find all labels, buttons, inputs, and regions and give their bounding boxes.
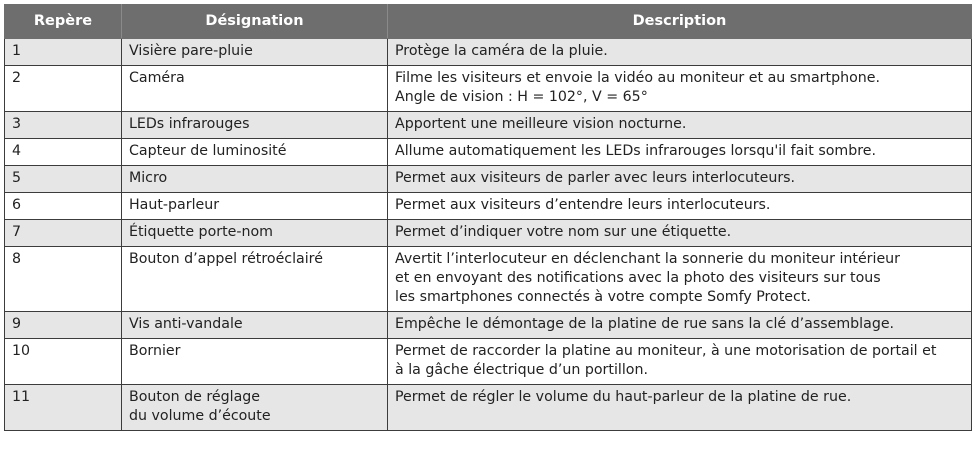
- designation-line: Bornier: [129, 343, 181, 359]
- description-line: Allume automatiquement les LEDs infrarouges lorsqu'il fait sombre.: [395, 143, 876, 159]
- designation-line: Étiquette porte-nom: [129, 224, 273, 240]
- table-row: [5, 220, 972, 247]
- cell-repere: 3: [5, 112, 122, 139]
- designation-line: Bouton de réglage: [129, 389, 261, 405]
- cell-description: [388, 139, 972, 166]
- cell-designation: [122, 220, 388, 247]
- cell-repere: 9: [5, 312, 122, 339]
- table-row: [5, 247, 972, 312]
- cell-description: [388, 247, 972, 312]
- designation-line: Caméra: [129, 70, 185, 86]
- cell-repere: 6: [5, 193, 122, 220]
- table-row: [5, 312, 972, 339]
- cell-designation: [122, 312, 388, 339]
- table-row: [5, 193, 972, 220]
- description-line: Protège la caméra de la pluie.: [395, 43, 608, 59]
- designation-line: Bouton d’appel rétroéclairé: [129, 251, 323, 267]
- description-line: Avertit l’interlocuteur en déclenchant la sonnerie du moniteur intérieur: [395, 251, 900, 267]
- designation-line: Capteur de luminosité: [129, 143, 287, 159]
- cell-designation: [122, 112, 388, 139]
- description-line: Permet de raccorder la platine au moniteur, à une motorisation de portail et: [395, 343, 937, 359]
- cell-repere: 8: [5, 247, 122, 312]
- designation-line: Visière pare-pluie: [129, 43, 253, 59]
- designation-line: LEDs infrarouges: [129, 116, 250, 132]
- cell-repere: 7: [5, 220, 122, 247]
- description-line: à la gâche électrique d’un portillon.: [395, 362, 648, 378]
- description-line: Permet aux visiteurs d’entendre leurs interlocuteurs.: [395, 197, 771, 213]
- table-row: [5, 66, 972, 112]
- table-row: [5, 339, 972, 385]
- cell-repere: 1: [5, 39, 122, 66]
- description-line: Filme les visiteurs et envoie la vidéo au moniteur et au smartphone.: [395, 70, 880, 86]
- cell-repere: 10: [5, 339, 122, 385]
- cell-designation: [122, 247, 388, 312]
- table-header-row: [5, 5, 972, 39]
- cell-repere: 5: [5, 166, 122, 193]
- designation-line: Vis anti-vandale: [129, 316, 243, 332]
- description-line: Permet aux visiteurs de parler avec leurs interlocuteurs.: [395, 170, 796, 186]
- description-line: Apportent une meilleure vision nocturne.: [395, 116, 687, 132]
- description-line: Empêche le démontage de la platine de rue sans la clé d’assemblage.: [395, 316, 895, 332]
- cell-description: [388, 112, 972, 139]
- description-line: Permet d’indiquer votre nom sur une étiquette.: [395, 224, 732, 240]
- components-table-container: [4, 4, 971, 431]
- cell-designation: [122, 66, 388, 112]
- designation-line: Micro: [129, 170, 168, 186]
- table-row: [5, 39, 972, 66]
- cell-repere: 11: [5, 385, 122, 431]
- description-line: Permet de régler le volume du haut-parleur de la platine de rue.: [395, 389, 852, 405]
- cell-description: [388, 312, 972, 339]
- table-body: [5, 39, 972, 431]
- cell-description: [388, 166, 972, 193]
- cell-designation: [122, 139, 388, 166]
- description-line: les smartphones connectés à votre compte Somfy Protect.: [395, 289, 811, 305]
- header-description: Description: [388, 5, 972, 39]
- header-repere: Repère: [5, 5, 122, 39]
- cell-description: [388, 339, 972, 385]
- table-row: [5, 385, 972, 431]
- cell-repere: 4: [5, 139, 122, 166]
- cell-designation: [122, 385, 388, 431]
- table-row: [5, 112, 972, 139]
- header-designation: Désignation: [122, 5, 388, 39]
- designation-line: Haut-parleur: [129, 197, 220, 213]
- cell-description: [388, 385, 972, 431]
- cell-description: [388, 66, 972, 112]
- cell-designation: [122, 166, 388, 193]
- description-line: Angle de vision : H = 102°, V = 65°: [395, 89, 648, 105]
- table-row: [5, 166, 972, 193]
- components-table: [4, 4, 972, 431]
- designation-line: du volume d’écoute: [129, 408, 271, 424]
- cell-designation: [122, 339, 388, 385]
- cell-description: [388, 220, 972, 247]
- cell-designation: [122, 39, 388, 66]
- cell-description: [388, 39, 972, 66]
- description-line: et en envoyant des notifications avec la photo des visiteurs sur tous: [395, 270, 881, 286]
- cell-designation: [122, 193, 388, 220]
- cell-description: [388, 193, 972, 220]
- cell-repere: 2: [5, 66, 122, 112]
- table-row: [5, 139, 972, 166]
